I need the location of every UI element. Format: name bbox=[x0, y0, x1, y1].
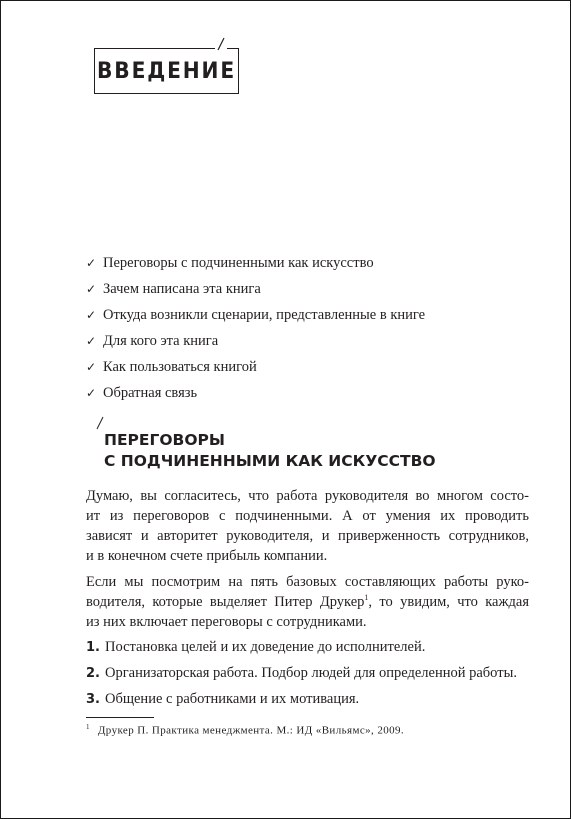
item-number: 2. bbox=[86, 665, 100, 681]
paragraph-line: ит из переговоров с подчиненными. А от умения их проводить bbox=[86, 508, 529, 524]
paragraph-line: Думаю, вы согласитесь, что работа руководителя во многом состо- bbox=[86, 488, 529, 504]
contents-item bbox=[86, 328, 425, 354]
section-heading bbox=[104, 430, 436, 472]
paragraph bbox=[86, 486, 529, 566]
paragraph-line: и в конечном счете прибыль компании. bbox=[86, 548, 328, 564]
contents-item bbox=[86, 354, 425, 380]
paragraph-text: водителя, которые выделяет Питер Друкер bbox=[86, 594, 365, 610]
checkmark-icon: ✓ bbox=[86, 256, 97, 270]
section-heading-line: С ПОДЧИНЕННЫМИ КАК ИСКУССТВО bbox=[104, 452, 436, 470]
footnote-text: Друкер П. Практика менеджмента. М.: ИД «Вильямс», 2009. bbox=[97, 724, 405, 737]
checkmark-icon: ✓ bbox=[86, 386, 97, 400]
chapter-title-box bbox=[94, 48, 239, 94]
footnote bbox=[86, 723, 404, 737]
contents-item-label: Откуда возникли сценарии, представленные в книге bbox=[103, 306, 426, 323]
section-tick-decoration bbox=[96, 416, 104, 430]
footnote-reference[interactable]: 1 bbox=[364, 593, 369, 603]
item-number: 3. bbox=[86, 691, 100, 707]
contents-item bbox=[86, 302, 425, 328]
chapter-contents-list bbox=[86, 250, 425, 406]
item-number: 1. bbox=[86, 639, 100, 655]
paragraph-line: зависят и авторитет руководителя, и приверженность сотрудников, bbox=[86, 528, 529, 544]
footnote-divider bbox=[86, 717, 154, 718]
corner-tick-decoration bbox=[215, 37, 227, 51]
contents-item bbox=[86, 380, 425, 406]
numbered-item bbox=[86, 686, 517, 712]
contents-item-label: Зачем написана эта книга bbox=[103, 280, 261, 297]
item-text: Постановка целей и их доведение до исполнителей. bbox=[104, 638, 426, 655]
numbered-list bbox=[86, 634, 517, 712]
paragraph-line: Если мы посмотрим на пять базовых составляющих работы руко- bbox=[86, 574, 529, 590]
contents-item-label: Переговоры с подчиненными как искусство bbox=[103, 254, 374, 271]
paragraph-line: из них включает переговоры с сотрудниками. bbox=[86, 614, 367, 630]
checkmark-icon: ✓ bbox=[86, 282, 97, 296]
contents-item bbox=[86, 276, 425, 302]
item-text: Общение с работниками и их мотивация. bbox=[104, 690, 360, 707]
paragraph-line bbox=[86, 592, 529, 612]
section-heading-line: ПЕРЕГОВОРЫ bbox=[104, 431, 225, 449]
checkmark-icon: ✓ bbox=[86, 334, 97, 348]
footnote-mark: 1 bbox=[86, 723, 90, 731]
numbered-item bbox=[86, 634, 517, 660]
paragraph bbox=[86, 572, 529, 632]
checkmark-icon: ✓ bbox=[86, 308, 97, 322]
checkmark-icon: ✓ bbox=[86, 360, 97, 374]
item-text: Организаторская работа. Подбор людей для определенной работы. bbox=[104, 664, 517, 681]
numbered-item bbox=[86, 660, 517, 686]
contents-item bbox=[86, 250, 425, 276]
contents-item-label: Как пользоваться книгой bbox=[103, 358, 257, 375]
contents-item-label: Для кого эта книга bbox=[103, 332, 219, 349]
chapter-title: ВВЕДЕНИЕ bbox=[97, 58, 236, 84]
contents-item-label: Обратная связь bbox=[103, 384, 198, 401]
paragraph-text: , то увидим, что каждая bbox=[368, 594, 529, 610]
